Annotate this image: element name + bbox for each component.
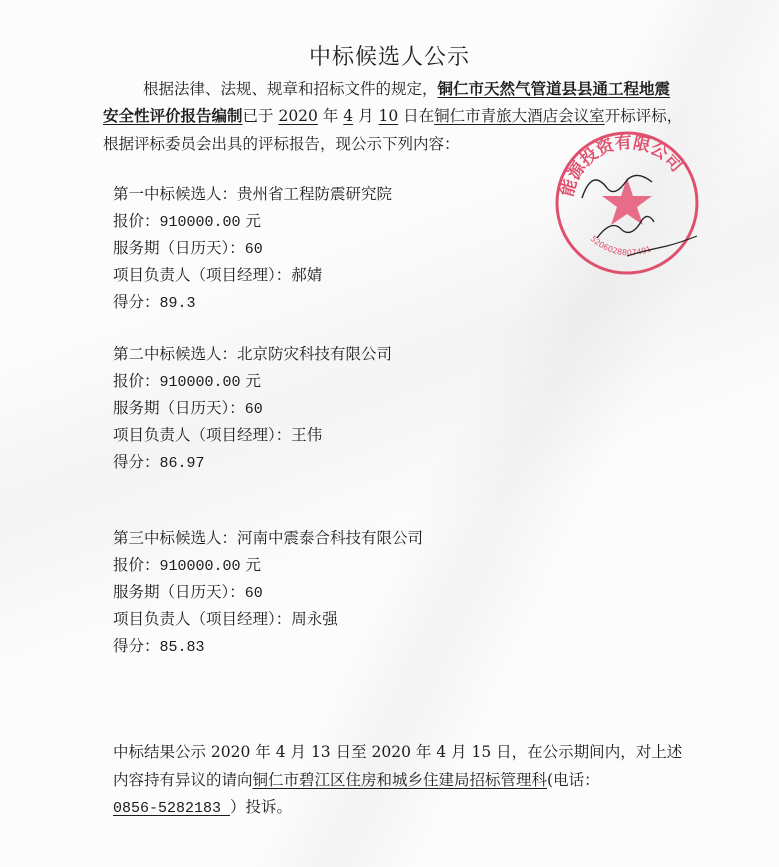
manager-line xyxy=(113,609,338,629)
period-label: 服务期（日历天）： xyxy=(113,399,245,417)
footer-text: ）投诉。 xyxy=(230,798,293,816)
score-label: 得分： xyxy=(113,293,160,311)
company-seal xyxy=(552,128,702,278)
price-value: 910000.00 xyxy=(159,214,241,231)
price-label: 报价： xyxy=(113,212,160,230)
candidate-name: 北京防灾科技有限公司 xyxy=(237,345,393,363)
period-value: 60 xyxy=(244,241,263,258)
period-line xyxy=(113,238,263,260)
footer-line-2 xyxy=(113,770,600,790)
intro-text: 开标评标， xyxy=(604,107,683,125)
complaint-department: 铜仁市碧江区住房和城乡住建局招标管理科 xyxy=(252,771,548,789)
manager-name: 郝婧 xyxy=(291,266,323,284)
price-value: 910000.00 xyxy=(159,558,241,575)
period-value: 60 xyxy=(244,401,263,418)
candidate-name: 河南中震泰合科技有限公司 xyxy=(237,529,424,547)
score-value: 89.3 xyxy=(159,295,196,312)
project-name: 铜仁市天然气管道县县通工程地震 xyxy=(437,79,671,98)
open-year: 2020 xyxy=(278,107,318,125)
open-month: 4 xyxy=(343,107,354,125)
rank-label: 第三中标候选人： xyxy=(113,529,238,547)
price-label: 报价： xyxy=(113,556,160,574)
footer-line-1: 中标结果公示 2020 年 4 月 13 日至 2020 年 4 月 15 日，在公示期间内，对上述 xyxy=(113,743,683,761)
intro-text: 月 xyxy=(353,107,379,125)
period-line xyxy=(113,582,263,604)
footer-line-3 xyxy=(113,797,292,819)
intro-text: 根据法律、法规、规章和招标文件的规定， xyxy=(143,80,438,98)
rank-label: 第一中标候选人： xyxy=(113,185,238,203)
manager-label: 项目负责人（项目经理）： xyxy=(113,266,292,284)
price-line xyxy=(113,371,261,393)
complaint-phone: 0856-5282183 xyxy=(113,800,231,817)
candidate-name-line xyxy=(113,528,423,548)
price-label: 报价： xyxy=(113,372,160,390)
manager-name: 王伟 xyxy=(291,426,323,444)
rank-label: 第二中标候选人： xyxy=(113,345,238,363)
intro-text: 已于 xyxy=(242,107,279,125)
score-label: 得分： xyxy=(113,637,160,655)
period-label: 服务期（日历天）： xyxy=(113,239,245,257)
seal-icon xyxy=(552,128,702,278)
venue: 铜仁市青旅大酒店会议室 xyxy=(434,107,605,125)
manager-name: 周永强 xyxy=(291,610,338,628)
intro-text: 日在 xyxy=(398,107,435,125)
price-line xyxy=(113,211,261,233)
score-label: 得分： xyxy=(113,453,160,471)
score-value: 85.83 xyxy=(159,639,205,656)
candidate-name-line xyxy=(113,344,392,364)
intro-line-2 xyxy=(103,106,682,126)
price-unit: 元 xyxy=(240,556,261,574)
period-label: 服务期（日历天）： xyxy=(113,583,245,601)
score-line xyxy=(113,292,196,314)
manager-line xyxy=(113,425,322,445)
score-value: 86.97 xyxy=(159,455,205,472)
manager-line xyxy=(113,265,322,285)
period-line xyxy=(113,398,263,420)
price-unit: 元 xyxy=(240,212,261,230)
manager-label: 项目负责人（项目经理）： xyxy=(113,610,292,628)
svg-text:5206028807491: 5206028807491 xyxy=(588,234,653,258)
candidate-name: 贵州省工程防震研究院 xyxy=(237,185,393,203)
open-day: 10 xyxy=(378,107,399,125)
footer-text: (电话： xyxy=(547,771,600,789)
score-line xyxy=(113,452,205,474)
score-line xyxy=(113,636,205,658)
footer-text: 内容持有异议的请向 xyxy=(113,771,253,789)
intro-line-1 xyxy=(143,79,670,99)
intro-text: 年 xyxy=(317,107,344,125)
manager-label: 项目负责人（项目经理）： xyxy=(113,426,292,444)
project-name-cont: 安全性评价报告编制 xyxy=(103,106,243,125)
period-value: 60 xyxy=(244,585,263,602)
price-line xyxy=(113,555,261,577)
price-value: 910000.00 xyxy=(159,374,241,391)
svg-text:能源投资有限公司: 能源投资有限公司 xyxy=(557,132,687,199)
candidate-name-line xyxy=(113,184,392,204)
price-unit: 元 xyxy=(240,372,261,390)
page-title: 中标候选人公示 xyxy=(308,45,470,70)
intro-line-3: 根据评标委员会出具的评标报告，现公示下列内容： xyxy=(103,135,460,153)
